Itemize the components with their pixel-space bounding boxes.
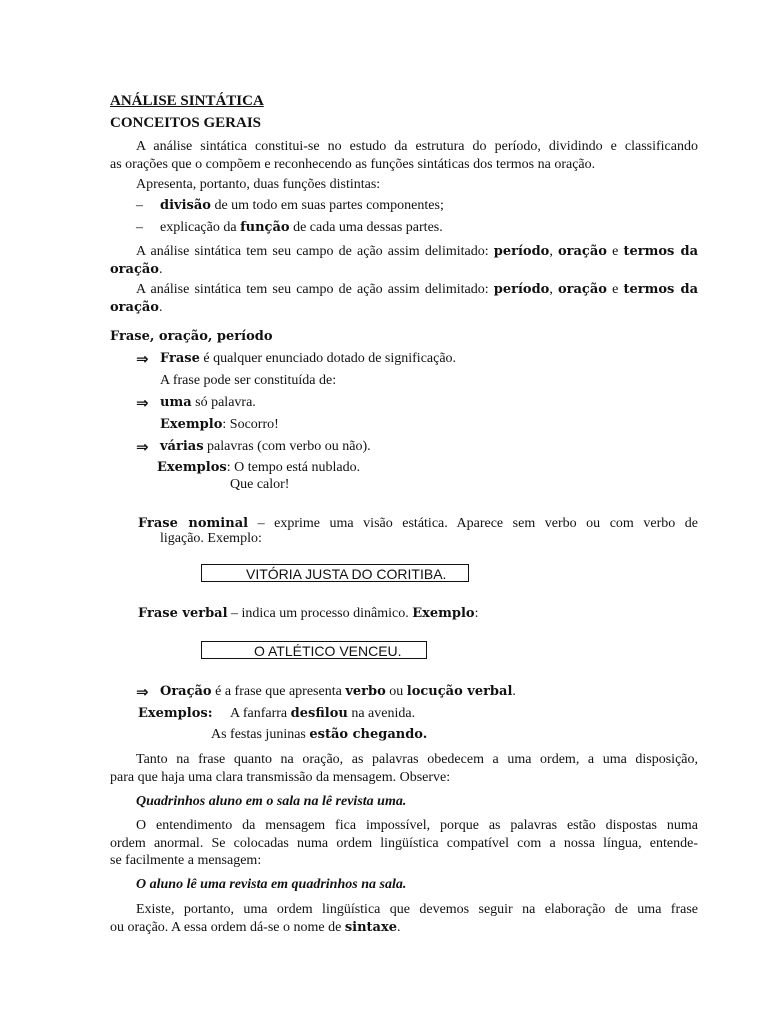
document-subtitle: CONCEITOS GERAIS bbox=[110, 115, 262, 131]
sintaxe-paragraph-line: Existe, portanto, uma ordem lingüística que devemos seguir na elaboração de uma frase bbox=[136, 902, 698, 917]
bullet-divisao: – divisão de um todo em suas partes componentes; bbox=[136, 198, 444, 213]
example-right-order: O aluno lê uma revista em quadrinhos na sala. bbox=[136, 877, 407, 892]
dash-bullet-icon: – bbox=[136, 198, 143, 213]
campo-paragraph-line: A análise sintática tem seu campo de ação assim delimitado: período, oração e termos da bbox=[136, 282, 698, 297]
frase-verbal-line: Frase verbal – indica um processo dinâmico. Exemplo: bbox=[138, 606, 479, 621]
frase-varias-palavras: ⇒ várias palavras (com verbo ou não). bbox=[136, 438, 371, 456]
frase-constituida: A frase pode ser constituída de: bbox=[160, 373, 337, 388]
section-heading: Frase, oração, período bbox=[110, 329, 273, 344]
frase-exemplos: Exemplos: O tempo está nublado. bbox=[157, 460, 361, 475]
frase-exemplos-line2: Que calor! bbox=[230, 477, 290, 492]
double-arrow-icon: ⇒ bbox=[136, 394, 149, 412]
double-arrow-icon: ⇒ bbox=[136, 438, 149, 456]
frase-exemplo: Exemplo: Socorro! bbox=[160, 417, 279, 432]
example-box-nominal: VITÓRIA JUSTA DO CORITIBA. bbox=[201, 564, 469, 582]
ordem-paragraph-line: se facilmente a mensagem: bbox=[110, 853, 262, 868]
frase-nominal-line2: ligação. Exemplo: bbox=[160, 531, 262, 546]
frase-nominal-line: Frase nominal – exprime uma visão estática. Aparece sem verbo ou com verbo de bbox=[138, 516, 698, 531]
oracao-exemplo-2: As festas juninas estão chegando. bbox=[211, 727, 428, 742]
intro-paragraph-line: as orações que o compõem e reconhecendo as funções sintáticas dos termos na oração. bbox=[110, 157, 596, 172]
frase-definition: ⇒ Frase é qualquer enunciado dotado de significação. bbox=[136, 350, 457, 368]
ordem-paragraph-line: O entendimento da mensagem fica impossível, porque as palavras estão dispostas numa bbox=[136, 818, 698, 833]
bullet-funcao: – explicação da função de cada uma dessas partes. bbox=[136, 220, 443, 235]
double-arrow-icon: ⇒ bbox=[136, 683, 149, 701]
dash-bullet-icon: – bbox=[136, 220, 143, 235]
document-title: ANÁLISE SINTÁTICA bbox=[110, 93, 264, 109]
ordem-paragraph-line: ordem anormal. Se colocadas numa ordem lingüística compatível com a nossa língua, entende- bbox=[110, 836, 698, 851]
ordem-paragraph-line: Tanto na frase quanto na oração, as palavras obedecem a uma ordem, a uma disposição, bbox=[136, 752, 698, 767]
frase-uma-palavra: ⇒ uma só palavra. bbox=[136, 394, 256, 412]
campo-paragraph-line: oração. bbox=[110, 262, 163, 277]
sintaxe-paragraph-line: ou oração. A essa ordem dá-se o nome de sintaxe. bbox=[110, 920, 401, 935]
ordem-paragraph-line: para que haja uma clara transmissão da mensagem. Observe: bbox=[110, 770, 451, 785]
double-arrow-icon: ⇒ bbox=[136, 350, 149, 368]
intro-paragraph-line: A análise sintática constitui-se no estudo da estrutura do período, dividindo e classificando bbox=[136, 139, 698, 154]
campo-paragraph-line: A análise sintática tem seu campo de ação assim delimitado: período, oração e termos da bbox=[136, 244, 698, 259]
example-box-verbal: O ATLÉTICO VENCEU. bbox=[201, 641, 427, 659]
example-wrong-order: Quadrinhos aluno em o sala na lê revista uma. bbox=[136, 794, 407, 809]
oracao-exemplos-label: Exemplos: bbox=[138, 706, 213, 721]
campo-paragraph-line: oração. bbox=[110, 300, 163, 315]
oracao-definition: ⇒ Oração é a frase que apresenta verbo ou locução verbal. bbox=[136, 683, 516, 701]
oracao-exemplo-1: A fanfarra desfilou na avenida. bbox=[230, 706, 416, 721]
intro-functions-line: Apresenta, portanto, duas funções distintas: bbox=[136, 177, 381, 192]
